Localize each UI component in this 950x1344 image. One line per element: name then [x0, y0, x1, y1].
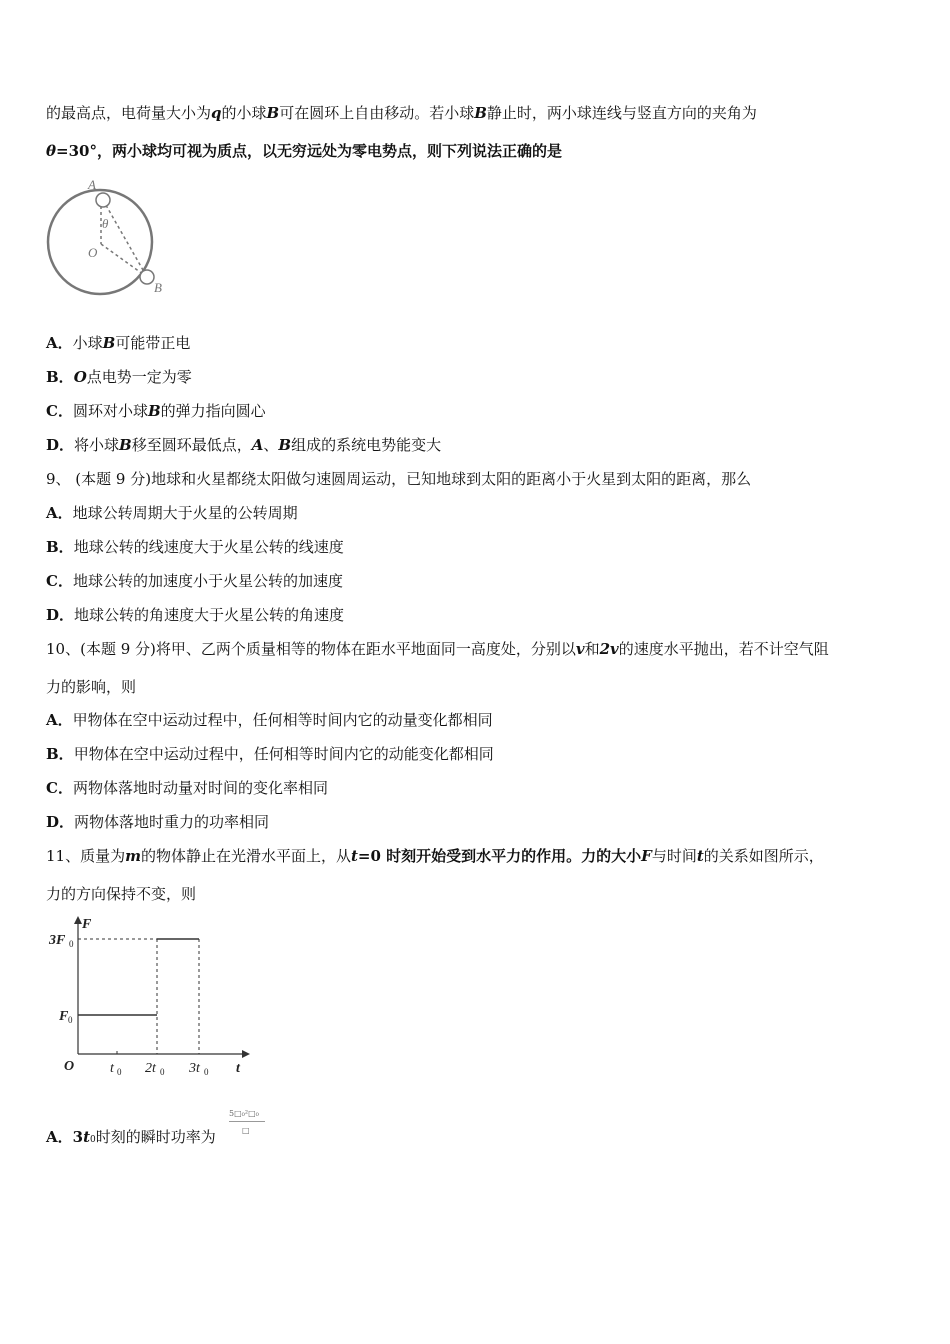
q10-option-c: C．两物体落地时动量对时间的变化率相同: [46, 779, 328, 797]
ball-a: [96, 193, 110, 207]
label-a: A: [88, 177, 96, 192]
graph-label-f: F: [82, 917, 92, 932]
q8-option-b: B．O点电势一定为零: [46, 368, 192, 386]
graph-label-o: O: [64, 1059, 75, 1074]
q8-option-c: C．圆环对小球B的弹力指向圆心: [46, 402, 266, 420]
ball-b: [140, 270, 154, 284]
q10-option-a: A．甲物体在空中运动过程中，任何相等时间内它的动量变化都相同: [46, 711, 493, 729]
q11-option-a: A．3t0时刻的瞬时功率为: [46, 1128, 216, 1146]
graph-label-f0: F: [59, 1009, 69, 1024]
t-axis-arrow-icon: [242, 1050, 250, 1058]
graph-label-t: t: [236, 1061, 240, 1076]
q11-stem-line1: 11、质量为m的物体静止在光滑水平面上，从t=0 时刻开始受到水平力的作用。力的大小F与时间t的关系如图所示，: [46, 847, 824, 865]
ring-figure: [44, 172, 174, 312]
force-time-graph: [44, 912, 264, 1084]
graph-sub-3f0: 0: [69, 939, 74, 949]
q10-stem-line1: 10、(本题 9 分)将甲、乙两个质量相等的物体在距水平地面同一高度处，分别以v和2v的速度水平抛出，若不计空气阻: [46, 640, 829, 658]
graph-sub-f0: 0: [68, 1015, 73, 1025]
label-b: B: [154, 280, 162, 295]
q10-stem-line2: 力的影响，则: [46, 678, 137, 696]
q10-option-b: B．甲物体在空中运动过程中，任何相等时间内它的动能变化都相同: [46, 745, 494, 763]
label-theta: θ: [102, 216, 109, 231]
q9-option-d: D．地球公转的角速度大于火星公转的角速度: [46, 606, 345, 624]
f-axis-arrow-icon: [74, 916, 82, 924]
line-ob: [101, 244, 147, 277]
q9-stem: 9、 (本题 9 分)地球和火星都绕太阳做匀速圆周运动，已知地球到太阳的距离小于火星到太阳的距离，那么: [46, 470, 752, 488]
graph-sub-2t0: 0: [160, 1067, 165, 1077]
graph-sub-t0: 0: [117, 1067, 122, 1077]
q9-option-b: B．地球公转的线速度大于火星公转的线速度: [46, 538, 344, 556]
graph-label-3f0: 3F: [49, 933, 66, 948]
graph-label-3t0: 3t: [189, 1061, 200, 1076]
q11-stem-line2: 力的方向保持不变，则: [46, 885, 197, 903]
q8-option-a: A．小球B可能带正电: [46, 334, 191, 352]
q10-option-d: D．两物体落地时重力的功率相同: [46, 813, 270, 831]
graph-sub-3t0: 0: [204, 1067, 209, 1077]
fraction-bar: [229, 1121, 265, 1122]
label-o: O: [88, 245, 98, 260]
graph-label-t0: t: [110, 1061, 114, 1076]
graph-label-2t0: 2t: [145, 1061, 156, 1076]
line-ab: [103, 200, 147, 277]
q9-option-c: C．地球公转的加速度小于火星公转的加速度: [46, 572, 343, 590]
fraction-denominator: □: [242, 1126, 250, 1135]
q8-stem-line2: θ=30°，两小球均可视为质点，以无穷远处为零电势点，则下列说法正确的是: [46, 142, 562, 160]
fraction-numerator: 5□₀²□₀: [229, 1109, 259, 1118]
q8-option-d: D．将小球B移至圆环最低点，A、B组成的系统电势能变大: [46, 436, 442, 454]
q9-option-a: A．地球公转周期大于火星的公转周期: [46, 504, 298, 522]
q8-stem-line1: 的最高点，电荷量大小为q的小球B可在圆环上自由移动。若小球B静止时，两小球连线与竖直方向的夹角为: [46, 104, 757, 122]
